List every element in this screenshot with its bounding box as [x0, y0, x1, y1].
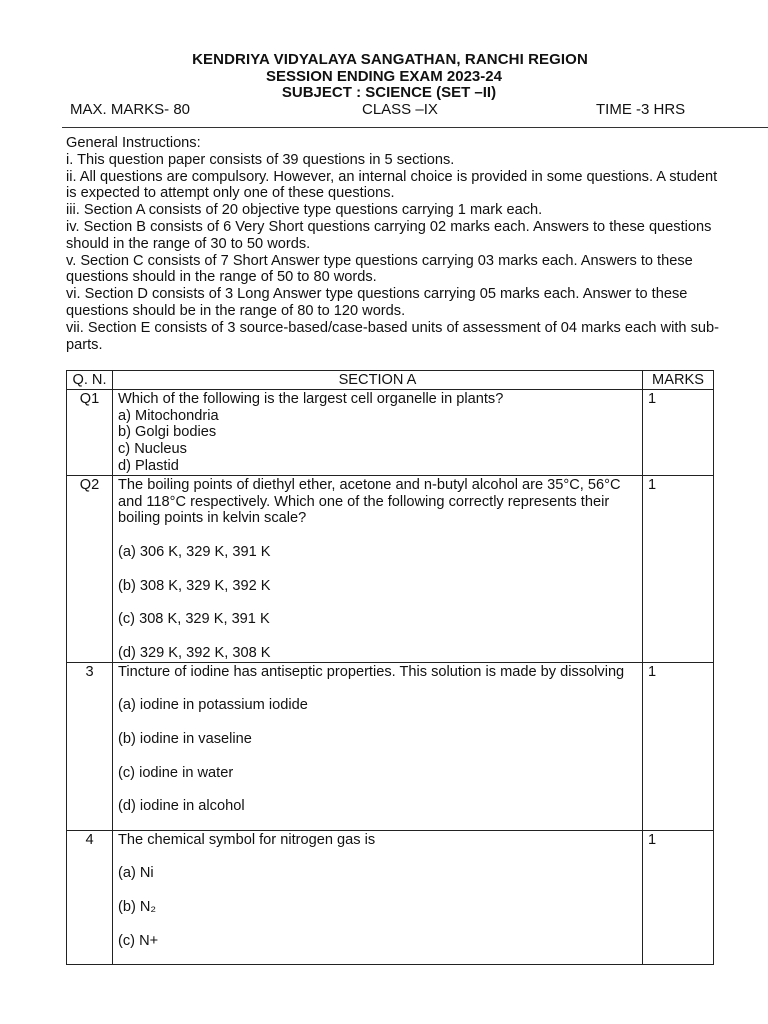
question-number: 3: [67, 662, 113, 830]
option: (d) 329 K, 392 K, 308 K: [118, 644, 271, 661]
questions-table: [66, 370, 714, 965]
question-number: 4: [67, 830, 113, 964]
option: (b) N₂: [118, 898, 157, 915]
general-instructions: [66, 135, 726, 353]
question-cell: [113, 830, 643, 964]
question-marks: 1: [643, 389, 714, 475]
question-number: Q1: [67, 389, 113, 475]
instruction-item: vii. Section E consists of 3 source-based/case-based units of assessment of 04 marks each with sub-parts.: [66, 319, 719, 353]
question-cell: [113, 389, 643, 475]
question-text: The chemical symbol for nitrogen gas is: [118, 831, 376, 848]
option: (a) iodine in potassium iodide: [118, 697, 308, 714]
question-text: Which of the following is the largest cell organelle in plants?: [118, 390, 504, 407]
option: (b) 308 K, 329 K, 392 K: [118, 577, 271, 594]
option: d) Plastid: [118, 457, 179, 474]
option: (c) N+: [118, 932, 159, 949]
organization-title: KENDRIYA VIDYALAYA SANGATHAN, RANCHI REGION: [192, 51, 588, 68]
option: (b) iodine in vaseline: [118, 730, 252, 747]
option: (c) iodine in water: [118, 764, 234, 781]
option: (a) Ni: [118, 865, 154, 882]
question-marks: 1: [643, 830, 714, 964]
option: a) Mitochondria: [118, 407, 219, 424]
table-row: [67, 389, 714, 475]
column-header-marks: MARKS: [643, 371, 714, 390]
option: b) Golgi bodies: [118, 424, 217, 441]
instruction-item: ii. All questions are compulsory. However, an internal choice is provided in some questions. A student is expected to attempt only one of these questions.: [66, 168, 718, 202]
question-cell: [113, 475, 643, 662]
option: (c) 308 K, 329 K, 391 K: [118, 611, 270, 628]
table-row: [67, 475, 714, 662]
question-number: Q2: [67, 475, 113, 662]
instruction-item: iv. Section B consists of 6 Very Short questions carrying 02 marks each. Answers to these questions should in the range of 30 to 50 words.: [66, 218, 712, 252]
option: c) Nucleus: [118, 441, 187, 458]
option: (a) 306 K, 329 K, 391 K: [118, 543, 271, 560]
option: (d) iodine in alcohol: [118, 798, 245, 815]
max-marks: MAX. MARKS- 80: [70, 101, 191, 118]
subject-title: SUBJECT : SCIENCE (SET –II): [281, 84, 497, 101]
question-text: Tincture of iodine has antiseptic properties. This solution is made by dissolving: [118, 663, 625, 680]
question-marks: 1: [643, 662, 714, 830]
column-header-qn: Q. N.: [67, 371, 113, 390]
instruction-item: v. Section C consists of 7 Short Answer type questions carrying 03 marks each. Answers to these questions should in the range of 50 to 80 words.: [66, 252, 693, 286]
header-divider: [62, 127, 768, 128]
table-row: [67, 662, 714, 830]
time-label: TIME -3 HRS: [596, 101, 686, 118]
table-row: [67, 830, 714, 964]
table-header-row: [67, 371, 714, 390]
class-label: CLASS –IX: [362, 101, 438, 118]
question-marks: 1: [643, 475, 714, 662]
instruction-item: i. This question paper consists of 39 questions in 5 sections.: [66, 151, 455, 168]
question-cell: [113, 662, 643, 830]
question-text: The boiling points of diethyl ether, acetone and n-butyl alcohol are 35°C, 56°C and 118°C respectively. Which one of the following correctly represents their boiling points in kelvin scale?: [118, 476, 621, 527]
exam-title: SESSION ENDING EXAM 2023-24: [266, 68, 502, 85]
section-heading: SECTION A: [113, 371, 643, 390]
instruction-item: iii. Section A consists of 20 objective type questions carrying 1 mark each.: [66, 202, 543, 219]
instruction-item: vi. Section D consists of 3 Long Answer type questions carrying 05 marks each. Answer to these questions should be in the range of 80 to 120 words.: [66, 286, 688, 319]
instructions-title: General Instructions:: [66, 135, 201, 151]
